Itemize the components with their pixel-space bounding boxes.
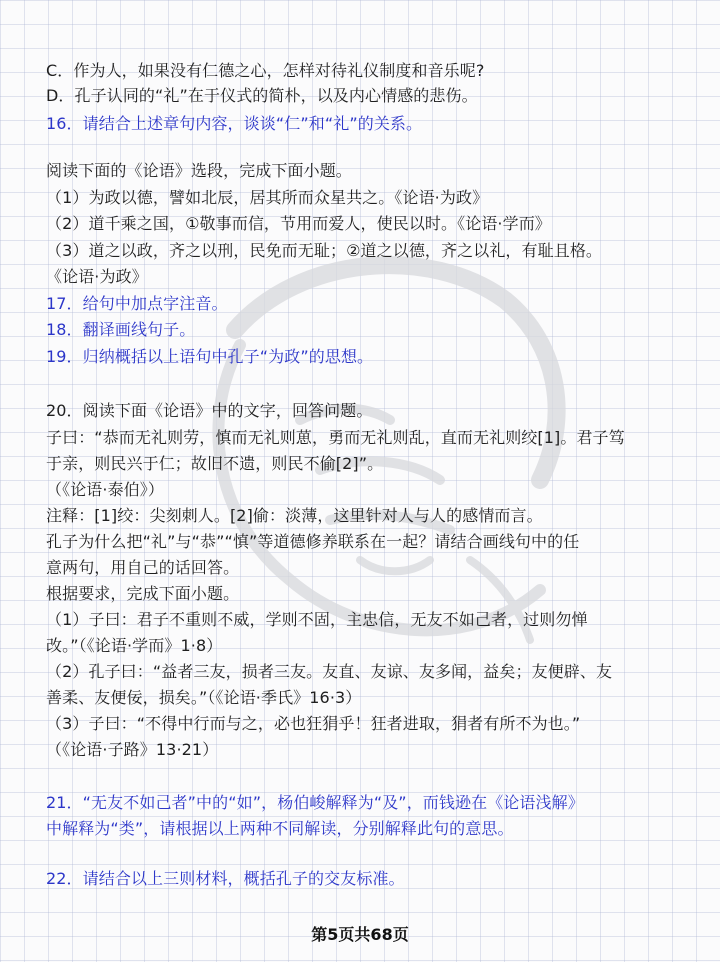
question-19: 19．归纳概括以上语句中孔子“为政”的思想。: [46, 347, 374, 366]
option-c: C．作为人，如果没有仁德之心，怎样对待礼仪制度和音乐呢?: [46, 61, 485, 80]
reading-instruction: 阅读下面的《论语》选段，完成下面小题。: [46, 161, 352, 180]
reading-instruction-2: 根据要求，完成下面小题。: [46, 584, 240, 603]
annotation: 注释：[1]绞：尖刻刺人。[2]偷：淡薄，这里针对人与人的感情而言。: [46, 506, 543, 525]
question-21-line-1: 21．“无友不如己者”中的“如”，杨伯峻解释为“及”，而钱逊在《论语浅解》: [46, 793, 584, 812]
material-2-line-1: （2）孔子曰：“益者三友，损者三友。友直、友谅、友多闻，益矣；友便辟、友: [46, 662, 613, 681]
material-3-source: （《论语·子路》13·21）: [46, 740, 219, 759]
question-22: 22．请结合以上三则材料，概括孔子的交友标准。: [46, 869, 405, 888]
page-number: 第5页共68页: [311, 925, 409, 944]
material-3-line-1: （3）子曰：“不得中行而与之，必也狂狷乎！狂者进取，狷者有所不为也。”: [46, 714, 581, 733]
passage-2: （2）道千乘之国，①敬事而信，节用而爱人，使民以时。《论语·学而》: [46, 214, 551, 233]
question-20-prompt-2: 意两句，用自己的话回答。: [46, 558, 240, 577]
material-1-line-1: （1）子曰：君子不重则不威，学则不固，主忠信，无友不如己者，过则勿惮: [46, 610, 588, 629]
question-16: 16．请结合上述章句内容，谈谈“仁”和“礼”的关系。: [46, 114, 423, 133]
passage-3-source: 《论语·为政》: [46, 267, 148, 286]
question-21-line-2: 中解释为“类”，请根据以上两种不同解读，分别解释此句的意思。: [46, 819, 514, 838]
material-2-line-2: 善柔、友便佞，损矣。”（《论语·季氏》16·3）: [46, 688, 362, 707]
question-18: 18．翻译画线句子。: [46, 320, 196, 339]
option-d: D．孔子认同的“礼”在于仪式的简朴，以及内心情感的悲伤。: [46, 86, 478, 105]
question-17: 17．给句中加点字注音。: [46, 294, 228, 313]
quote-source: （《论语·泰伯》）: [46, 480, 164, 499]
question-20: 20．阅读下面《论语》中的文字，回答问题。: [46, 401, 373, 420]
quote-line-1: 子曰：“恭而无礼则劳，慎而无礼则葸，勇而无礼则乱，直而无礼则绞[1]。君子笃: [46, 428, 625, 447]
quote-line-2: 于亲，则民兴于仁；故旧不遗，则民不偷[2]”。: [46, 454, 384, 473]
passage-1: （1）为政以德，譬如北辰，居其所而众星共之。《论语·为政》: [46, 188, 489, 207]
passage-3: （3）道之以政，齐之以刑，民免而无耻；②道之以德，齐之以礼，有耻且格。: [46, 241, 603, 260]
material-1-line-2: 改。”（《论语·学而》1·8）: [46, 636, 223, 655]
question-20-prompt-1: 孔子为什么把“礼”与“恭”“慎”等道德修养联系在一起？请结合画线句中的任: [46, 532, 580, 551]
